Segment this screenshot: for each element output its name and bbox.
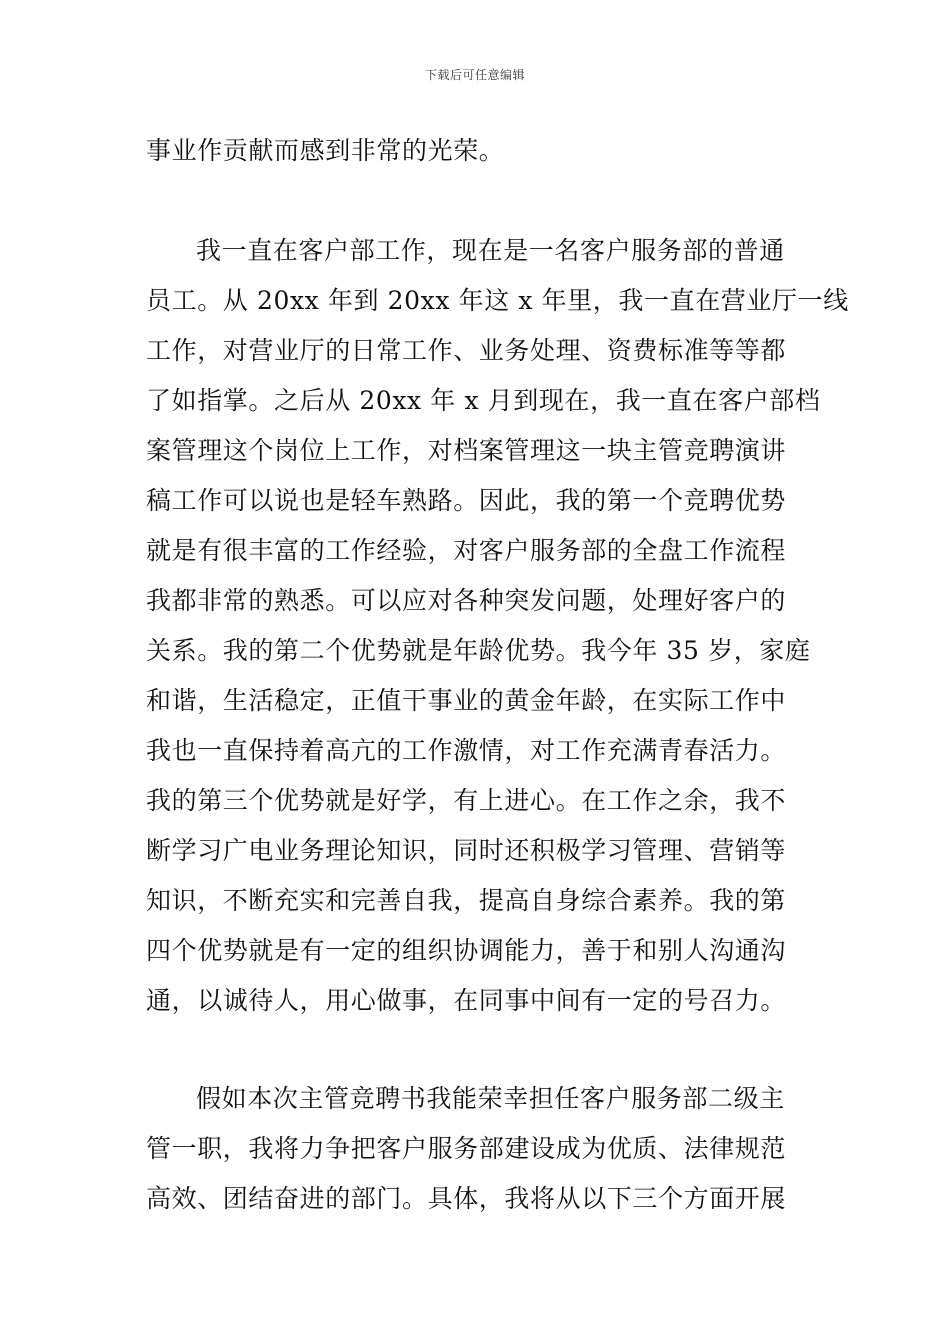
text-line: 关系。我的第二个优势就是年龄优势。我今年 35 岁，家庭 [146,636,811,665]
text-line: 我也一直保持着高亢的工作激情，对工作充满青春活力。 [146,736,787,765]
text-line: 断学习广电业务理论知识，同时还积极学习管理、营销等 [146,836,787,865]
text-line: 知识，不断充实和完善自我，提高自身综合素养。我的第 [146,886,787,915]
text-line: 我都非常的熟悉。可以应对各种突发问题，处理好客户的 [146,586,787,615]
text-line: 我一直在客户部工作，现在是一名客户服务部的普通 [196,236,785,265]
text-line: 和谐，生活稳定，正值干事业的黄金年龄，在实际工作中 [146,686,787,715]
text-line: 案管理这个岗位上工作，对档案管理这一块主管竞聘演讲 [146,436,787,465]
text-line: 了如指掌。之后从 20xx 年 x 月到现在，我一直在客户部档 [146,386,821,415]
text-line: 高效、团结奋进的部门。具体，我将从以下三个方面开展 [146,1184,787,1213]
header-note: 下载后可任意编辑 [424,68,525,82]
text-line: 事业作贡献而感到非常的光荣。 [146,136,505,165]
text-line: 管一职，我将力争把客户服务部建设成为优质、法律规范 [146,1134,787,1163]
text-line: 假如本次主管竞聘书我能荣幸担任客户服务部二级主 [196,1084,785,1113]
text-line: 就是有很丰富的工作经验，对客户服务部的全盘工作流程 [146,536,787,565]
text-line: 我的第三个优势就是好学，有上进心。在工作之余，我不 [146,786,787,815]
text-line: 通，以诚待人，用心做事，在同事中间有一定的号召力。 [146,986,787,1015]
text-line: 员工。从 20xx 年到 20xx 年这 x 年里，我一直在营业厅一线 [146,286,849,315]
text-line: 四个优势就是有一定的组织协调能力，善于和别人沟通沟 [146,936,787,965]
text-line: 工作，对营业厅的日常工作、业务处理、资费标准等等都 [146,336,787,365]
text-line: 稿工作可以说也是轻车熟路。因此，我的第一个竞聘优势 [146,486,787,515]
